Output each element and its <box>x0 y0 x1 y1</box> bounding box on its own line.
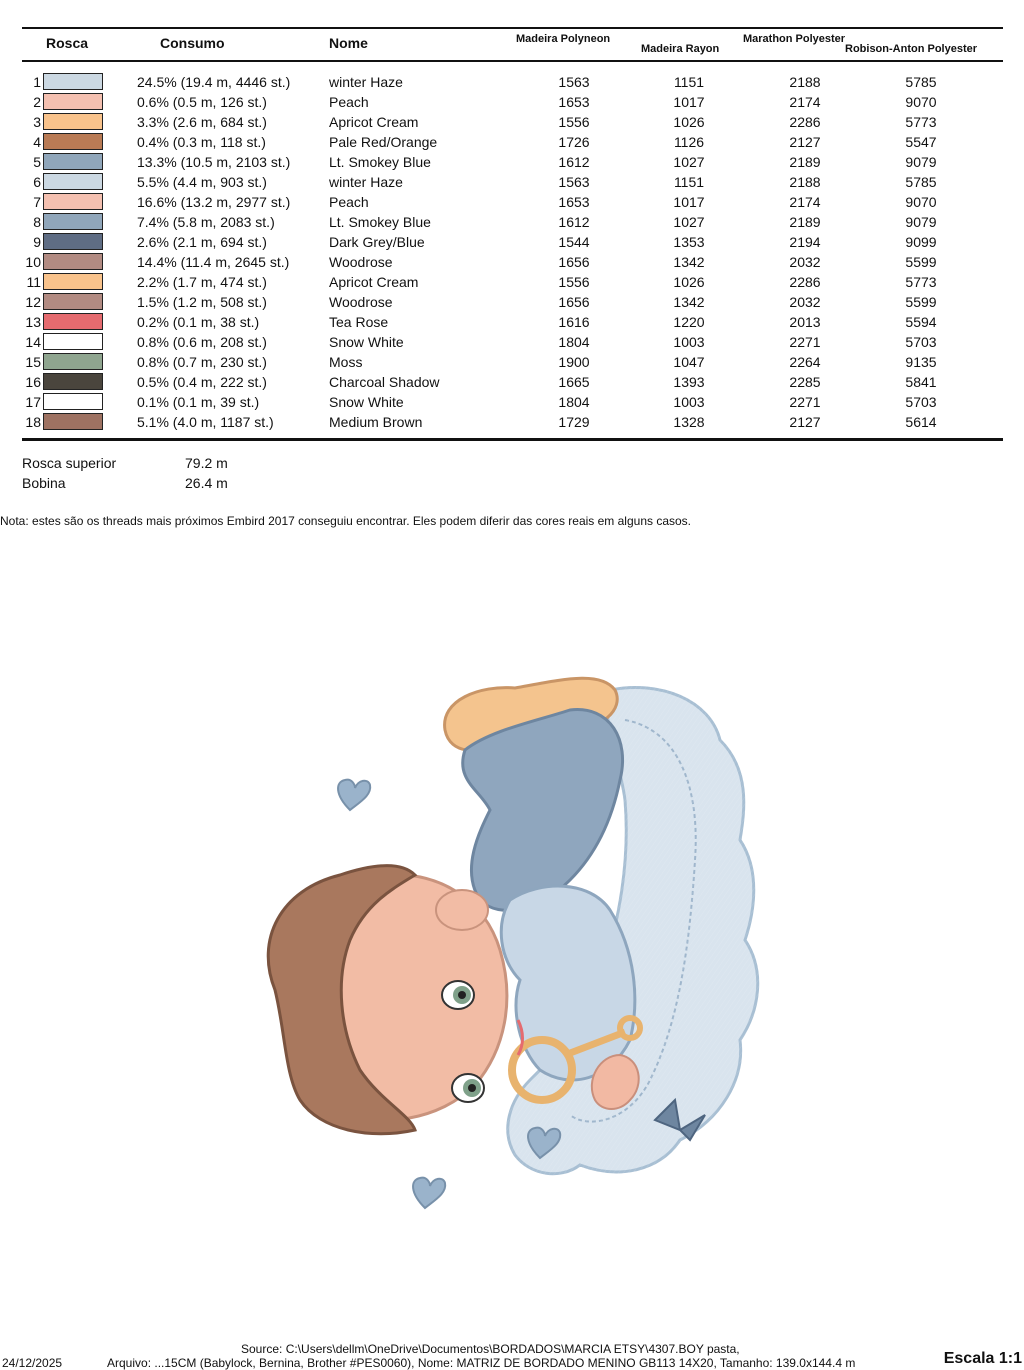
row-color-name: Apricot Cream <box>329 274 419 290</box>
row-madeira-rayon: 1393 <box>673 374 705 390</box>
color-swatch <box>43 253 103 270</box>
row-madeira-polyneon: 1563 <box>558 74 590 90</box>
footer-scale: Escala 1:1 <box>943 1350 1022 1367</box>
row-index: 6 <box>33 174 41 190</box>
row-color-name: winter Haze <box>329 174 403 190</box>
row-robison: 9099 <box>905 234 937 250</box>
color-swatch <box>43 153 103 170</box>
row-madeira-polyneon: 1563 <box>558 174 590 190</box>
color-swatch <box>43 373 103 390</box>
thread-table <box>0 72 1024 432</box>
top-thread-label: Rosca superior <box>22 455 117 471</box>
color-swatch <box>43 73 103 90</box>
bobbin-value: 26.4 m <box>185 475 228 491</box>
row-usage: 13.3% (10.5 m, 2103 st.) <box>137 154 291 170</box>
header-madeira-rayon: Madeira Rayon <box>641 43 720 55</box>
color-swatch <box>43 93 103 110</box>
row-usage: 0.2% (0.1 m, 38 st.) <box>137 314 260 330</box>
bobbin-label: Bobina <box>22 475 66 491</box>
row-robison: 9079 <box>905 154 937 170</box>
color-swatch <box>43 193 103 210</box>
row-robison: 9079 <box>905 214 937 230</box>
row-index: 5 <box>33 154 41 170</box>
table-row <box>0 212 1024 232</box>
row-madeira-rayon: 1027 <box>673 154 705 170</box>
row-usage: 2.2% (1.7 m, 474 st.) <box>137 274 267 290</box>
table-row <box>0 92 1024 112</box>
header-thread: Rosca <box>46 35 89 51</box>
row-color-name: Charcoal Shadow <box>329 374 440 390</box>
row-usage: 0.5% (0.4 m, 222 st.) <box>137 374 267 390</box>
row-color-name: Lt. Smokey Blue <box>329 154 431 170</box>
row-index: 14 <box>25 334 41 350</box>
table-top-rule <box>22 27 1003 29</box>
footer-file-info: Arquivo: ...15CM (Babylock, Bernina, Brother #PES0060), Nome: MATRIZ DE BORDADO MENINO GB113 14X20, Tamanho: 139.0x144.4 m <box>107 1356 856 1370</box>
color-swatch <box>43 133 103 150</box>
row-color-name: Lt. Smokey Blue <box>329 214 431 230</box>
row-marathon: 2032 <box>789 254 821 270</box>
row-marathon: 2174 <box>789 194 821 210</box>
footer-date: 24/12/2025 <box>2 1356 63 1370</box>
row-index: 16 <box>25 374 41 390</box>
row-robison: 9070 <box>905 194 937 210</box>
row-madeira-rayon: 1026 <box>673 274 705 290</box>
row-usage: 0.8% (0.7 m, 230 st.) <box>137 354 267 370</box>
row-marathon: 2188 <box>789 74 821 90</box>
row-madeira-polyneon: 1616 <box>558 314 590 330</box>
row-index: 9 <box>33 234 41 250</box>
header-madeira-polyneon: Madeira Polyneon <box>516 33 611 45</box>
row-madeira-polyneon: 1653 <box>558 194 590 210</box>
row-index: 3 <box>33 114 41 130</box>
color-swatch <box>43 353 103 370</box>
color-swatch <box>43 313 103 330</box>
row-madeira-polyneon: 1612 <box>558 154 590 170</box>
row-marathon: 2285 <box>789 374 821 390</box>
table-row <box>0 372 1024 392</box>
row-madeira-rayon: 1126 <box>673 134 705 150</box>
row-madeira-polyneon: 1804 <box>558 394 590 410</box>
header-usage: Consumo <box>160 35 225 51</box>
table-row <box>0 412 1024 432</box>
row-madeira-polyneon: 1900 <box>558 354 590 370</box>
row-madeira-polyneon: 1544 <box>558 234 590 250</box>
row-marathon: 2032 <box>789 294 821 310</box>
color-swatch <box>43 293 103 310</box>
row-marathon: 2127 <box>789 414 821 430</box>
row-usage: 0.8% (0.6 m, 208 st.) <box>137 334 267 350</box>
row-robison: 5773 <box>905 114 937 130</box>
row-color-name: Dark Grey/Blue <box>329 234 425 250</box>
row-usage: 0.6% (0.5 m, 126 st.) <box>137 94 267 110</box>
row-madeira-polyneon: 1804 <box>558 334 590 350</box>
embroidery-design-image <box>240 660 780 1220</box>
row-madeira-polyneon: 1726 <box>558 134 590 150</box>
row-madeira-rayon: 1017 <box>673 194 705 210</box>
row-madeira-rayon: 1026 <box>673 114 705 130</box>
table-row <box>0 112 1024 132</box>
row-madeira-rayon: 1342 <box>673 254 705 270</box>
row-usage: 14.4% (11.4 m, 2645 st.) <box>137 254 290 270</box>
row-madeira-rayon: 1353 <box>673 234 705 250</box>
table-row <box>0 72 1024 92</box>
row-color-name: Apricot Cream <box>329 114 419 130</box>
row-color-name: winter Haze <box>329 74 403 90</box>
table-row <box>0 272 1024 292</box>
row-robison: 5703 <box>905 334 937 350</box>
row-usage: 3.3% (2.6 m, 684 st.) <box>137 114 267 130</box>
row-robison: 5599 <box>905 254 937 270</box>
row-madeira-polyneon: 1556 <box>558 274 590 290</box>
row-marathon: 2194 <box>789 234 821 250</box>
row-index: 7 <box>33 194 41 210</box>
row-marathon: 2188 <box>789 174 821 190</box>
table-row <box>0 192 1024 212</box>
header-name: Nome <box>329 35 368 51</box>
row-robison: 5773 <box>905 274 937 290</box>
row-madeira-polyneon: 1665 <box>558 374 590 390</box>
row-usage: 5.1% (4.0 m, 1187 st.) <box>137 414 274 430</box>
color-swatch <box>43 113 103 130</box>
row-color-name: Snow White <box>329 334 404 350</box>
row-index: 8 <box>33 214 41 230</box>
row-color-name: Woodrose <box>329 294 393 310</box>
row-color-name: Woodrose <box>329 254 393 270</box>
table-row <box>0 312 1024 332</box>
color-swatch <box>43 173 103 190</box>
row-usage: 5.5% (4.4 m, 903 st.) <box>137 174 267 190</box>
color-swatch <box>43 333 103 350</box>
row-madeira-rayon: 1017 <box>673 94 705 110</box>
row-color-name: Snow White <box>329 394 404 410</box>
row-usage: 7.4% (5.8 m, 2083 st.) <box>137 214 275 230</box>
row-madeira-rayon: 1220 <box>673 314 705 330</box>
row-robison: 5599 <box>905 294 937 310</box>
row-madeira-polyneon: 1656 <box>558 254 590 270</box>
table-row <box>0 132 1024 152</box>
row-index: 12 <box>25 294 41 310</box>
color-swatch <box>43 233 103 250</box>
header-robison: Robison-Anton Polyester <box>845 43 978 55</box>
row-marathon: 2127 <box>789 134 821 150</box>
row-usage: 0.1% (0.1 m, 39 st.) <box>137 394 260 410</box>
row-marathon: 2286 <box>789 274 821 290</box>
top-thread-value: 79.2 m <box>185 455 228 471</box>
row-usage: 1.5% (1.2 m, 508 st.) <box>137 294 267 310</box>
row-madeira-rayon: 1047 <box>673 354 705 370</box>
header-marathon: Marathon Polyester <box>743 33 846 45</box>
row-color-name: Moss <box>329 354 363 370</box>
row-index: 15 <box>25 354 41 370</box>
row-robison: 5594 <box>905 314 937 330</box>
header-rule <box>22 60 1003 62</box>
table-row <box>0 392 1024 412</box>
thread-note: Nota: estes são os threads mais próximos Embird 2017 conseguiu encontrar. Eles podem diferir das cores reais em alguns casos. <box>0 514 692 528</box>
row-index: 4 <box>33 134 41 150</box>
row-index: 1 <box>33 74 41 90</box>
row-marathon: 2264 <box>789 354 821 370</box>
row-index: 13 <box>25 314 41 330</box>
table-row <box>0 332 1024 352</box>
color-swatch <box>43 393 103 410</box>
row-index: 17 <box>25 394 41 410</box>
row-index: 2 <box>33 94 41 110</box>
table-row <box>0 152 1024 172</box>
row-marathon: 2271 <box>789 334 821 350</box>
row-robison: 5703 <box>905 394 937 410</box>
row-madeira-rayon: 1003 <box>673 334 705 350</box>
row-marathon: 2174 <box>789 94 821 110</box>
row-robison: 5614 <box>905 414 937 430</box>
row-color-name: Tea Rose <box>329 314 389 330</box>
row-color-name: Peach <box>329 94 369 110</box>
row-madeira-rayon: 1151 <box>673 174 705 190</box>
row-marathon: 2286 <box>789 114 821 130</box>
row-color-name: Peach <box>329 194 369 210</box>
color-swatch <box>43 273 103 290</box>
table-row <box>0 252 1024 272</box>
row-index: 10 <box>25 254 41 270</box>
row-madeira-rayon: 1151 <box>673 74 705 90</box>
row-madeira-rayon: 1003 <box>673 394 705 410</box>
row-madeira-rayon: 1328 <box>673 414 705 430</box>
row-madeira-polyneon: 1612 <box>558 214 590 230</box>
table-bottom-rule <box>22 438 1003 441</box>
row-madeira-polyneon: 1556 <box>558 114 590 130</box>
row-robison: 5785 <box>905 74 937 90</box>
row-color-name: Pale Red/Orange <box>329 134 438 150</box>
row-robison: 9070 <box>905 94 937 110</box>
color-swatch <box>43 413 103 430</box>
row-robison: 9135 <box>905 354 937 370</box>
row-marathon: 2189 <box>789 154 821 170</box>
row-usage: 2.6% (2.1 m, 694 st.) <box>137 234 267 250</box>
row-index: 11 <box>26 274 41 290</box>
table-row <box>0 172 1024 192</box>
row-madeira-polyneon: 1656 <box>558 294 590 310</box>
row-madeira-rayon: 1027 <box>673 214 705 230</box>
row-marathon: 2189 <box>789 214 821 230</box>
footer-source: Source: C:\Users\dellm\OneDrive\Documentos\BORDADOS\MARCIA ETSY\4307.BOY pasta, <box>241 1342 740 1356</box>
table-row <box>0 232 1024 252</box>
row-marathon: 2271 <box>789 394 821 410</box>
row-robison: 5841 <box>905 374 937 390</box>
row-madeira-polyneon: 1729 <box>558 414 590 430</box>
row-usage: 24.5% (19.4 m, 4446 st.) <box>137 74 291 90</box>
row-index: 18 <box>25 414 41 430</box>
row-color-name: Medium Brown <box>329 414 423 430</box>
color-swatch <box>43 213 103 230</box>
row-usage: 16.6% (13.2 m, 2977 st.) <box>137 194 291 210</box>
table-row <box>0 292 1024 312</box>
row-madeira-polyneon: 1653 <box>558 94 590 110</box>
row-marathon: 2013 <box>789 314 821 330</box>
row-robison: 5547 <box>905 134 937 150</box>
row-robison: 5785 <box>905 174 937 190</box>
table-row <box>0 352 1024 372</box>
row-madeira-rayon: 1342 <box>673 294 705 310</box>
row-usage: 0.4% (0.3 m, 118 st.) <box>137 134 266 150</box>
